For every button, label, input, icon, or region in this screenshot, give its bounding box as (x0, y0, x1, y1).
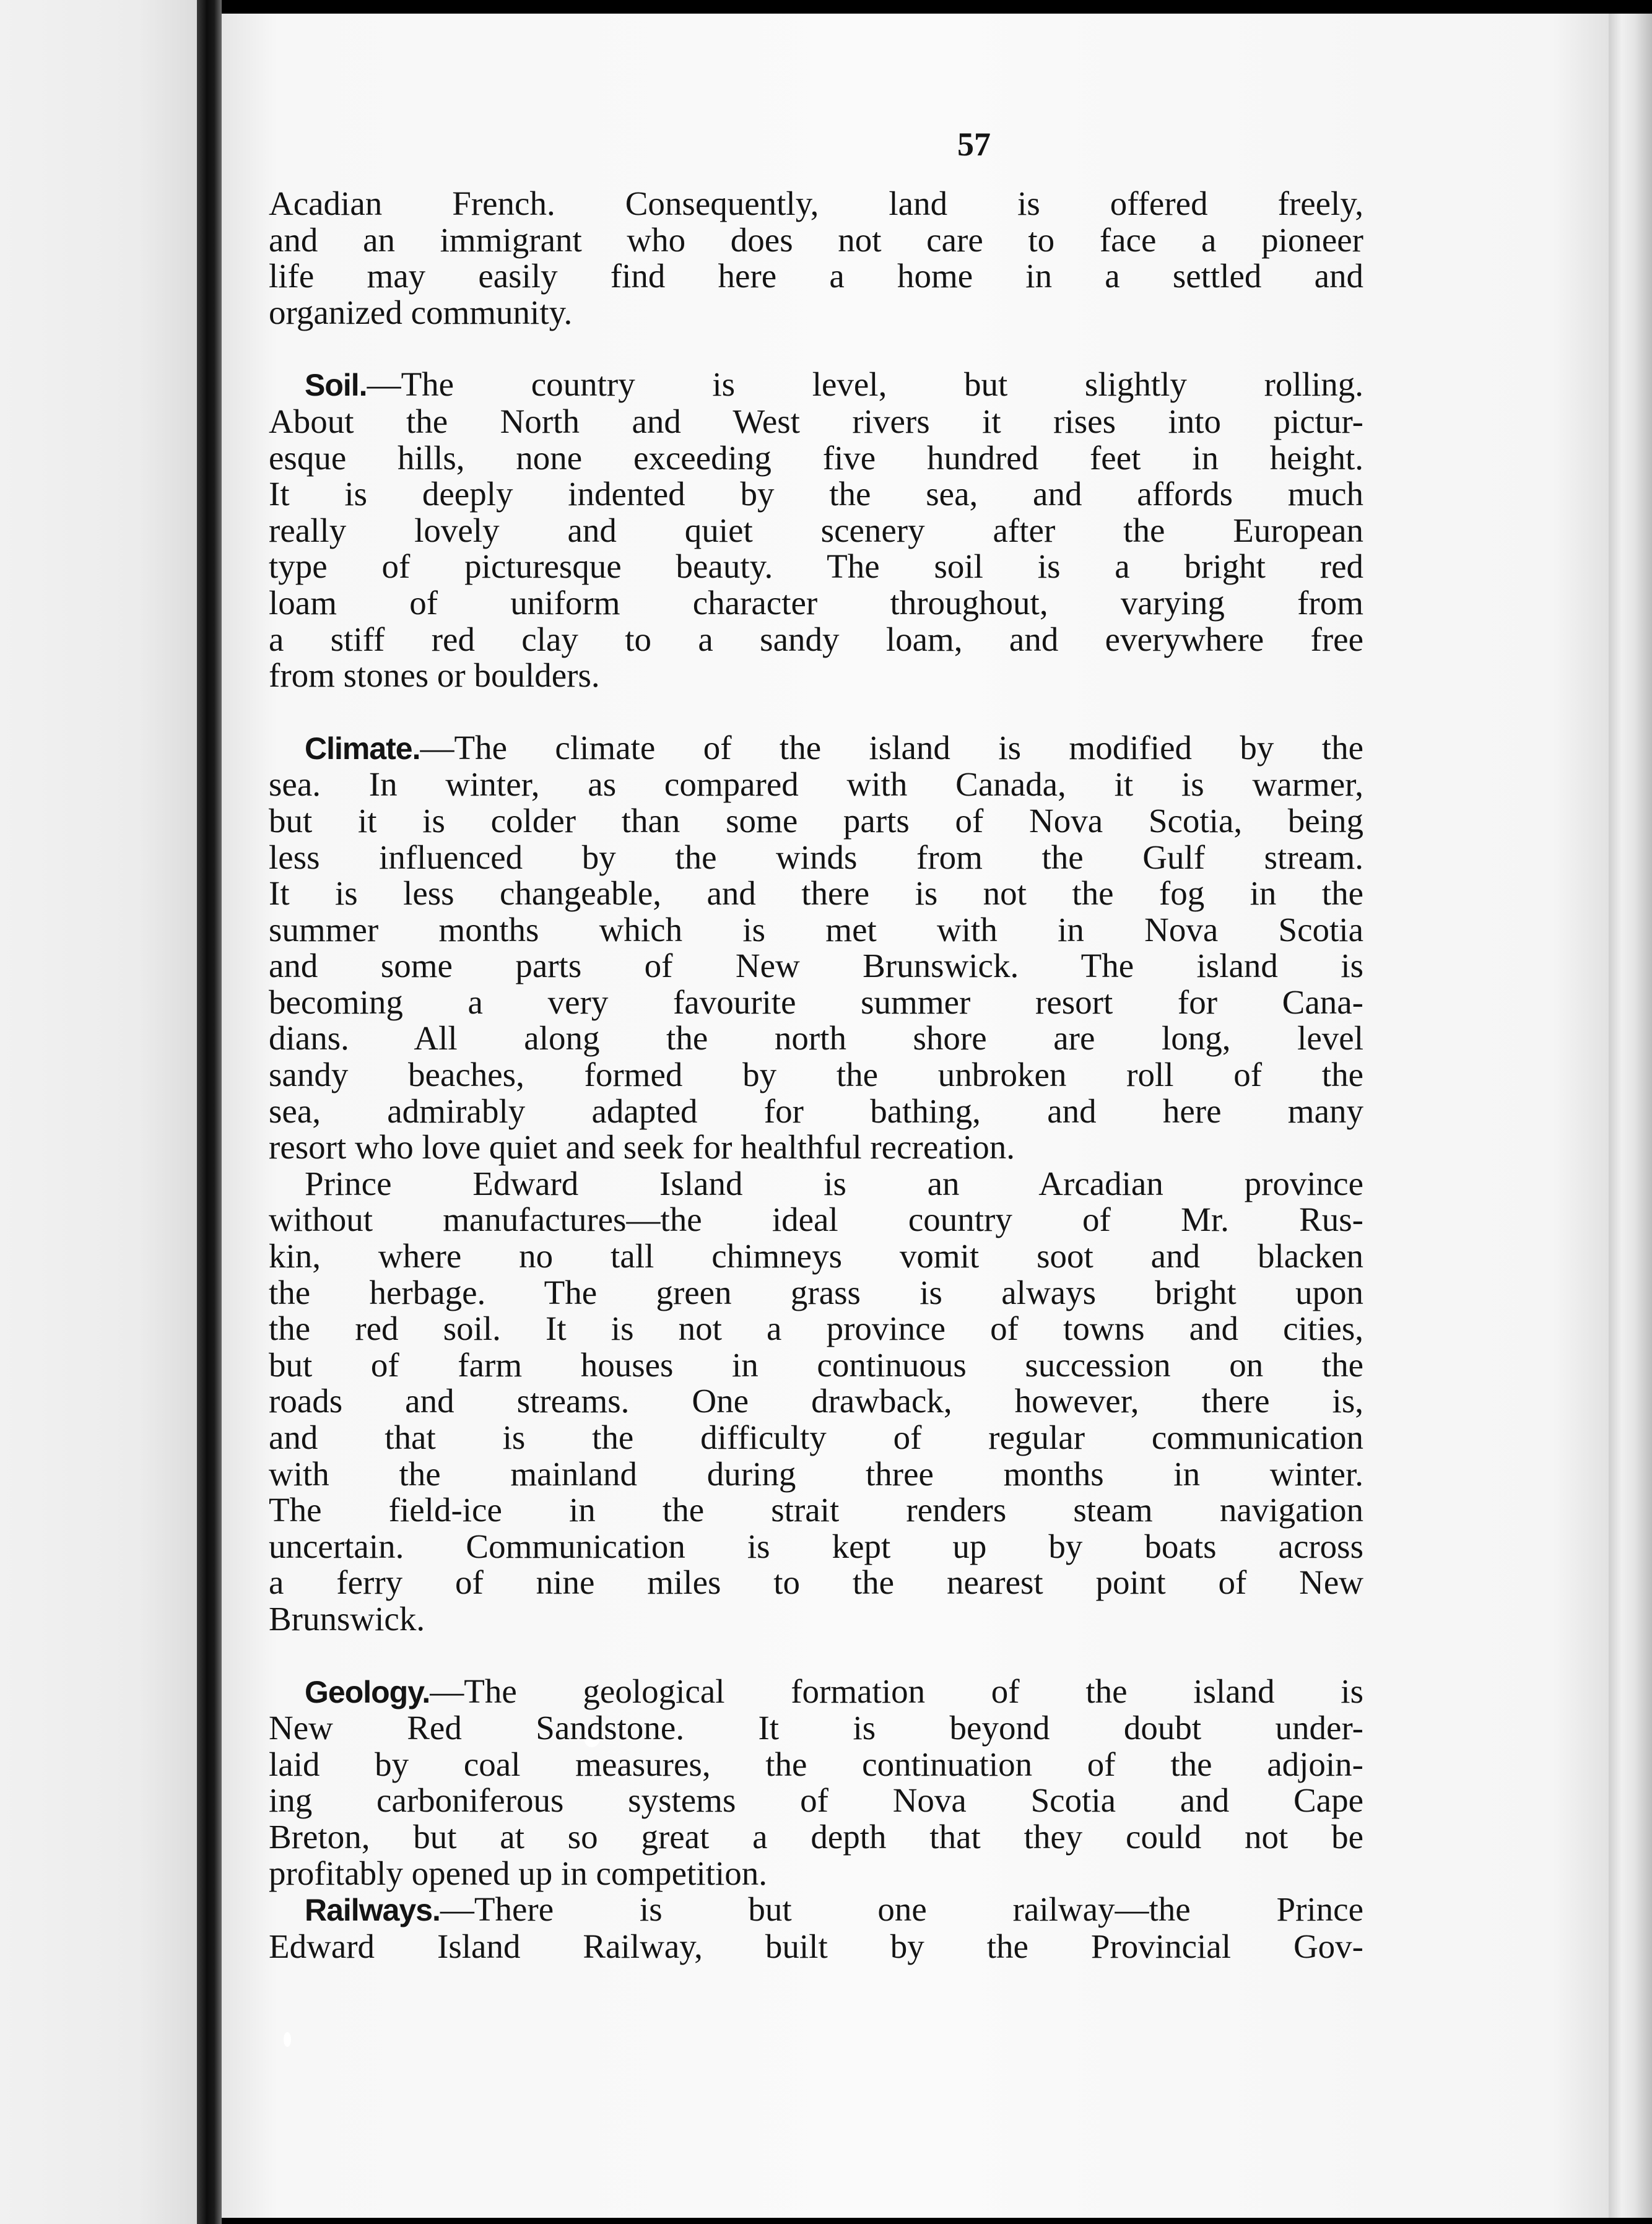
text-line: the red soil. It is not a province of towns and cities, (269, 1310, 1363, 1348)
text-line: —The country is level, but slightly rolling. (367, 365, 1363, 404)
geology-section (269, 1674, 1363, 1892)
climate-section (269, 730, 1363, 1166)
text-line: organized community. (269, 293, 573, 331)
text-line: life may easily find here a home in a settled and (269, 257, 1363, 295)
text-line: ing carboniferous systems of Nova Scotia and Cape (269, 1781, 1363, 1820)
text-line: sea, admirably adapted for bathing, and here many (269, 1092, 1363, 1130)
text-line: Prince Edward Island is an Arcadian province (305, 1164, 1363, 1202)
soil-section (269, 367, 1363, 693)
section-first-line (269, 730, 1363, 767)
facing-page (0, 0, 197, 2224)
text-line: summer months which is met with in Nova Scotia (269, 910, 1363, 949)
section-first-line (269, 1674, 1363, 1711)
geology-heading: Geology. (305, 1674, 430, 1709)
text-line: kin, where no tall chimneys vomit soot and blacken (269, 1237, 1363, 1275)
body-text (269, 186, 1363, 1965)
text-line: Brunswick. (269, 1599, 425, 1638)
text-line: sea. In winter, as compared with Canada, it is warmer, (269, 765, 1363, 804)
text-line: loam of uniform character throughout, varying from (269, 583, 1363, 622)
text-line: less influenced by the winds from the Gulf stream. (269, 838, 1363, 876)
climate-heading: Climate. (305, 731, 420, 766)
text-line: from stones or boulders. (269, 656, 600, 695)
book-spine (197, 0, 222, 2224)
text-line: —The geological formation of the island is (430, 1672, 1363, 1710)
text-line: with the mainland during three months in winter. (269, 1454, 1363, 1493)
page-number: 57 (957, 126, 991, 163)
text-line: and that is the difficulty of regular communication (269, 1418, 1363, 1456)
scan-border (222, 0, 1652, 14)
railways-heading: Railways. (305, 1893, 440, 1928)
section-first-line (269, 1892, 1363, 1929)
text-line: roads and streams. One drawback, however, there is, (269, 1382, 1363, 1420)
text-line: but it is colder than some parts of Nova Scotia, being (269, 801, 1363, 840)
text-line: the herbage. The green grass is always bright upon (269, 1273, 1363, 1311)
text-line: becoming a very favourite summer resort for Cana- (269, 983, 1363, 1021)
page-edge (1609, 14, 1652, 2218)
text-line: It is deeply indented by the sea, and affords much (269, 475, 1363, 513)
text-line: really lovely and quiet scenery after the European (269, 511, 1363, 549)
text-line: esque hills, none exceeding five hundred feet in height. (269, 438, 1363, 477)
text-line: New Red Sandstone. It is beyond doubt under- (269, 1709, 1363, 1747)
text-line: It is less changeable, and there is not the fog in the (269, 874, 1363, 913)
text-line: Acadian French. Consequently, land is offered freely, (269, 185, 1363, 222)
text-line: resort who love quiet and seek for healthful recreation. (269, 1128, 1015, 1166)
text-line: and some parts of New Brunswick. The island is (269, 947, 1363, 985)
text-line: Breton, but at so great a depth that they could not be (269, 1817, 1363, 1856)
text-line: sandy beaches, formed by the unbroken roll of the (269, 1056, 1363, 1094)
text-line: laid by coal measures, the continuation of the adjoin- (269, 1745, 1363, 1783)
railways-section (269, 1892, 1363, 1965)
text-line: —There is but one railway—the Prince (440, 1890, 1363, 1929)
text-line: and an immigrant who does not care to face a pioneer (269, 220, 1363, 259)
paper-speck (284, 2032, 291, 2047)
text-line: —The climate of the island is modified by the (420, 728, 1363, 767)
text-line: The field-ice in the strait renders steam navigation (269, 1491, 1363, 1529)
text-line: without manufactures—the ideal country of Mr. Rus- (269, 1201, 1363, 1239)
intro-paragraph (269, 186, 1363, 331)
text-line: type of picturesque beauty. The soil is a bright red (269, 547, 1363, 586)
prince-edward-paragraph (269, 1166, 1363, 1638)
text-line: a ferry of nine miles to the nearest point of New (269, 1563, 1363, 1602)
section-first-line (269, 367, 1363, 404)
text-line: Edward Island Railway, built by the Provincial Gov- (269, 1927, 1363, 1965)
soil-heading: Soil. (305, 368, 367, 403)
text-line: uncertain. Communication is kept up by boats across (269, 1527, 1363, 1565)
text-line: profitably opened up in competition. (269, 1854, 767, 1892)
text-line: dians. All along the north shore are long, level (269, 1019, 1363, 1058)
text-line: About the North and West rivers it rises into pictur- (269, 402, 1363, 440)
text-line: a stiff red clay to a sandy loam, and everywhere free (269, 620, 1363, 658)
text-line: but of farm houses in continuous succession on the (269, 1345, 1363, 1384)
